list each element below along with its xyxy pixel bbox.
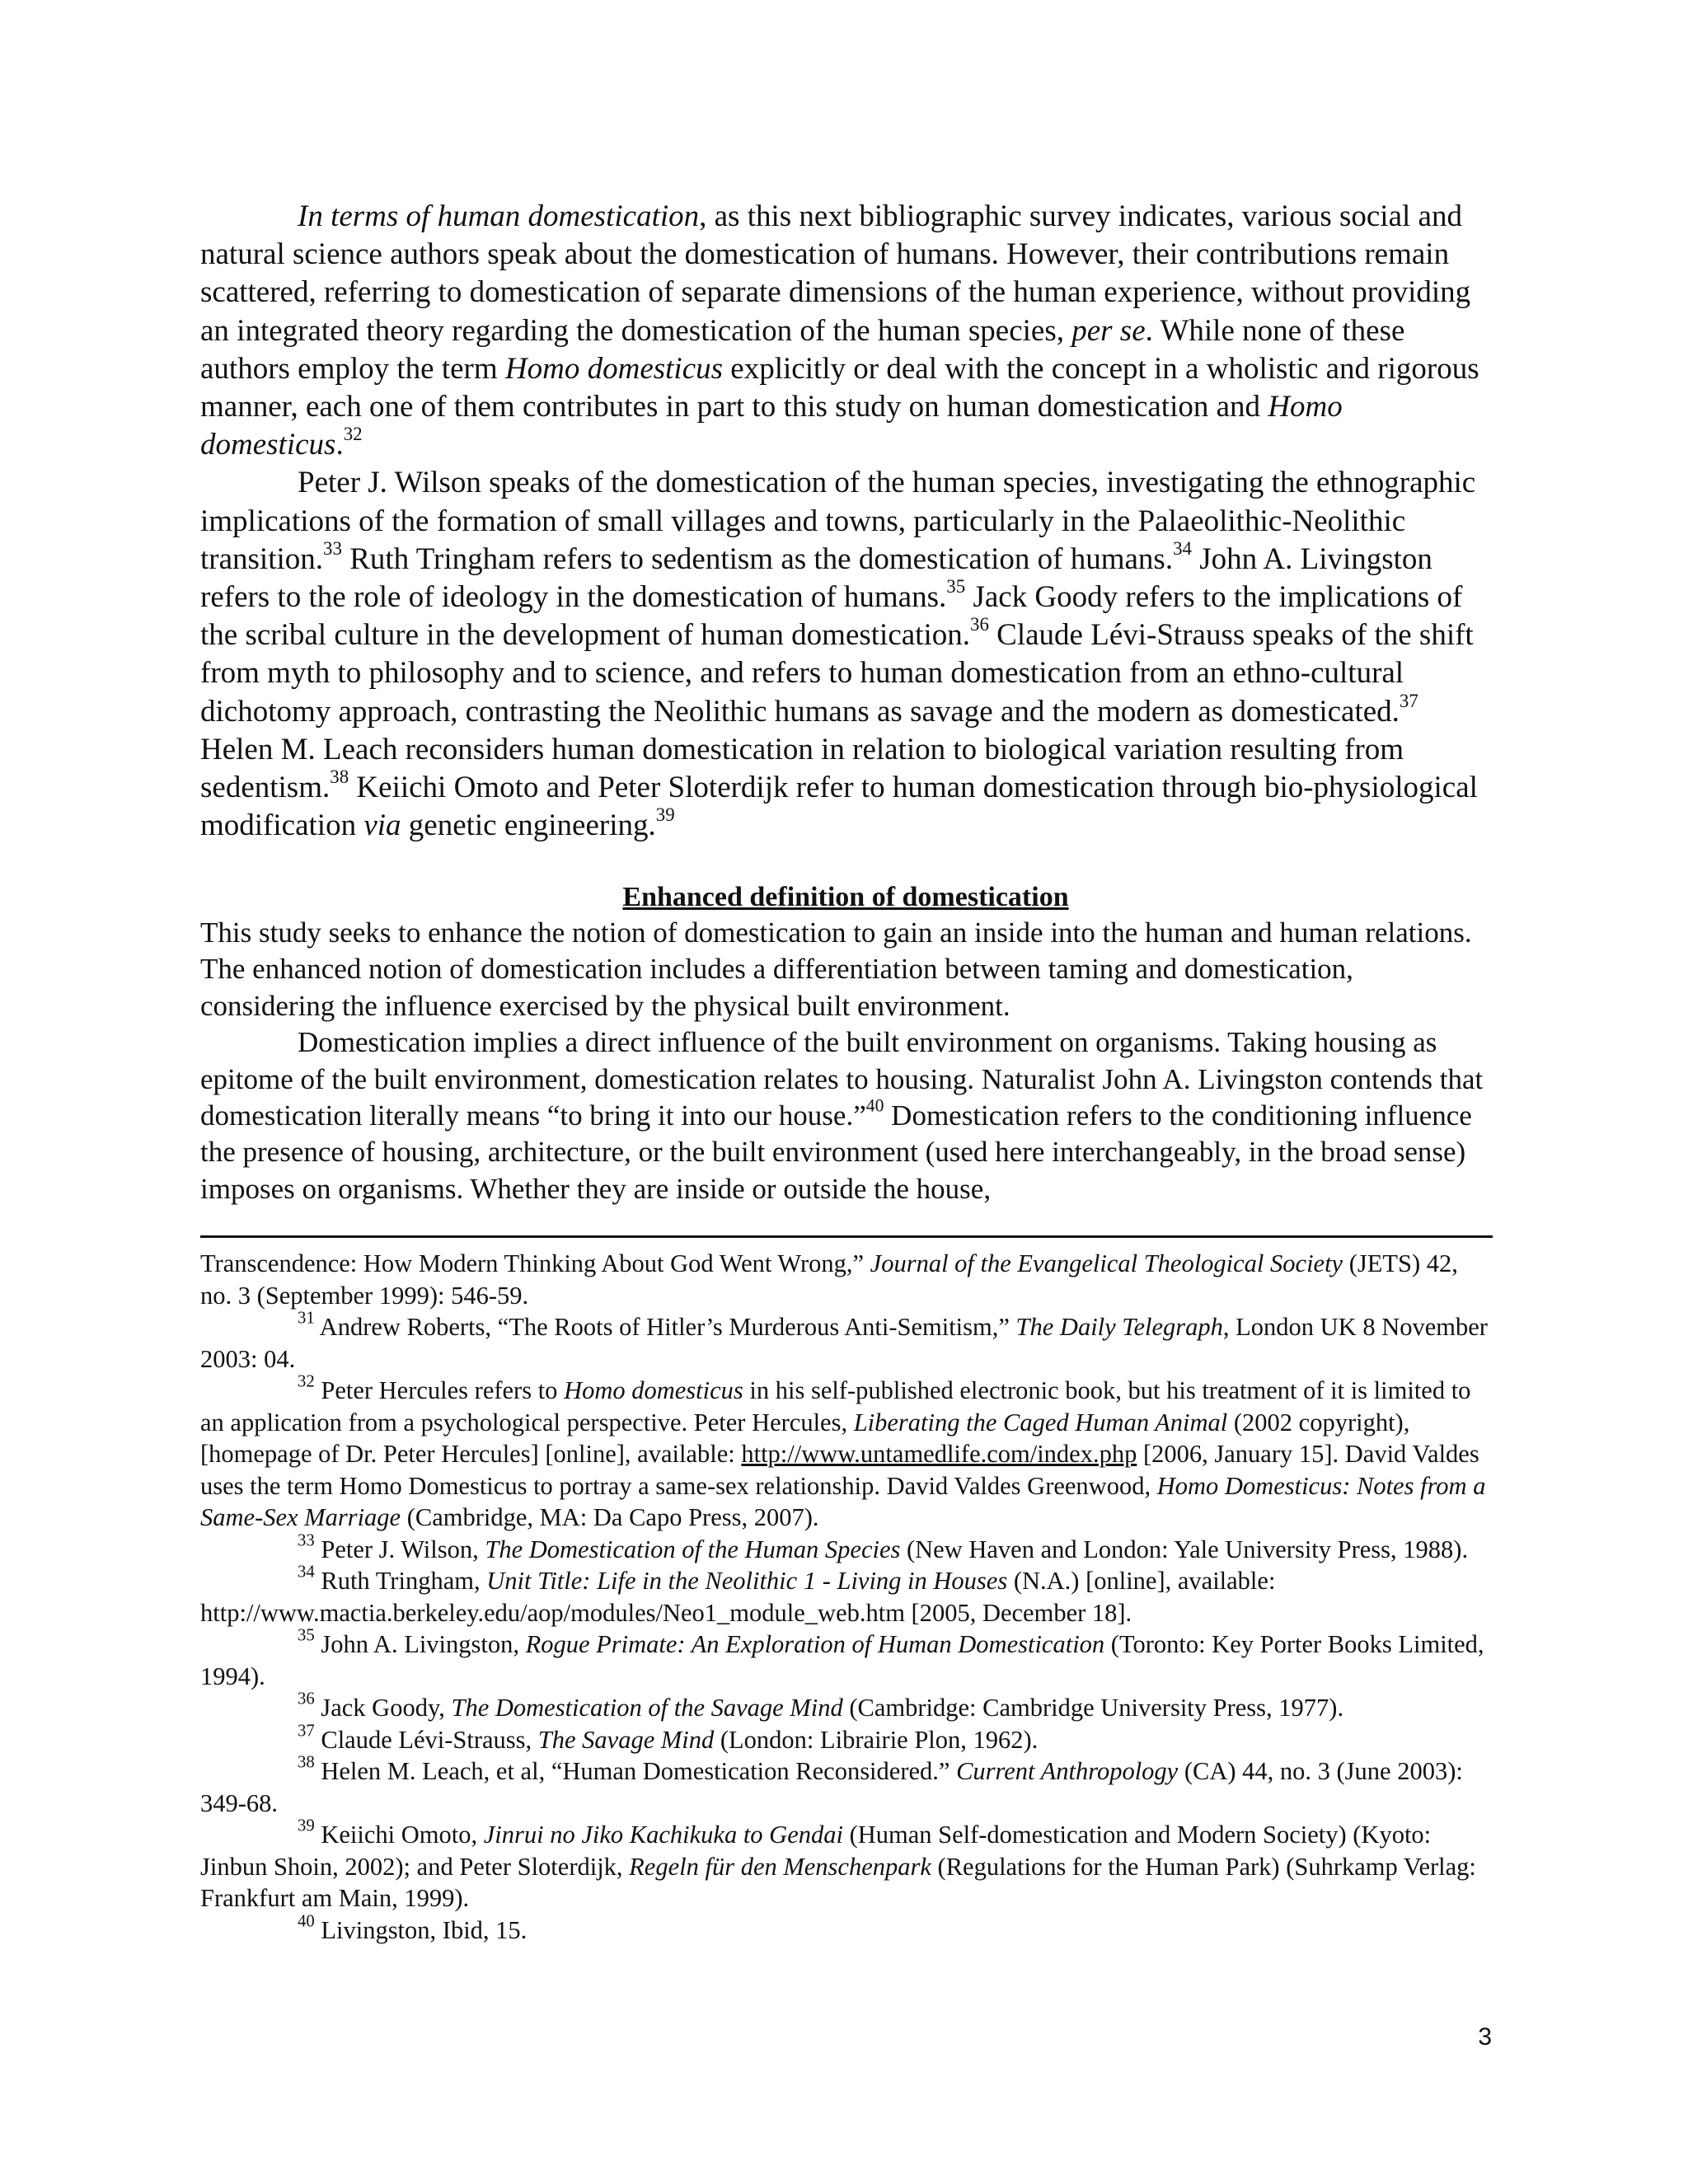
footnote-34 [200, 1565, 1491, 1629]
text-run: Keiichi Omoto and Peter Sloterdijk refer to human domestication through bio-physiological modification [200, 771, 1478, 843]
footnote-separator [200, 1235, 1493, 1238]
footnote-number: 36 [298, 1690, 315, 1708]
text-run: (Toronto: Key Porter Books Limited, 1994). [200, 1630, 1484, 1690]
footnote-ref: 36 [969, 614, 989, 635]
text-run: Peter J. Wilson speaks of the domestication of the human species, investigating the ethnographic implications of the formation of small villages and towns, particularly in the Palaeolithic-Neolithic transition. [200, 466, 1476, 576]
text-run: (Human Self-domestication and Modern Society) (Kyoto: Jinbun Shoin, 2002); and Peter Sloterdijk, [200, 1821, 1432, 1881]
paragraph-human-domestication [200, 198, 1491, 464]
text-run: in his self-published electronic book, but his treatment of it is limited to an application from a psychological perspective. Peter Hercules, [200, 1376, 1471, 1436]
text-run: (Cambridge, MA: Da Capo Press, 2007). [401, 1503, 819, 1531]
footnote-38 [200, 1755, 1491, 1819]
footnote-continued [200, 1248, 1491, 1311]
italic-text: Current Anthropology [956, 1757, 1179, 1785]
italic-text: In terms of human domestication [298, 199, 700, 233]
footnote-35 [200, 1626, 1491, 1692]
text-run: Helen M. Leach reconsiders human domestication in relation to biological variation resulting from sedentism. [200, 732, 1404, 805]
paragraph-built-environment [200, 1024, 1491, 1207]
footnote-number: 33 [298, 1530, 315, 1549]
footnote-ref: 38 [330, 766, 349, 787]
text-run: Helen M. Leach, et al, “Human Domestication Reconsidered.” [314, 1757, 957, 1785]
text-run: [2006, January 15]. David Valdes uses the term Homo Domesticus to portray a same-sex relationship. David Valdes Greenwood, [200, 1440, 1479, 1500]
page-number: 3 [1478, 2023, 1492, 2050]
italic-text: The Savage Mind [537, 1725, 715, 1754]
footnote-number: 37 [298, 1721, 315, 1740]
url-link[interactable]: http://www.untamedlife.com/index.php [741, 1440, 1137, 1468]
footnote-number: 32 [298, 1372, 315, 1391]
text-run: (2002 copyright), [homepage of Dr. Peter Hercules] [online], available: [200, 1408, 1410, 1468]
footnote-33 [200, 1530, 1491, 1566]
paragraph-authors-survey [200, 464, 1491, 845]
italic-text: The Domestication of the Savage Mind [451, 1694, 843, 1722]
italic-text: Homo domesticus [564, 1376, 743, 1404]
footnote-ref: 32 [343, 424, 363, 445]
footnote-ref: 37 [1399, 690, 1418, 711]
italic-text: The Domestication of the Human Species [485, 1535, 901, 1563]
section-heading: Enhanced definition of domestication [622, 882, 1069, 912]
footnote-number: 34 [298, 1563, 315, 1582]
text-run: genetic engineering. [401, 808, 656, 843]
text-run: (Regulations for the Human Park) (Suhrkamp Verlag: Frankfurt am Main, 1999). [200, 1852, 1476, 1912]
text-run: . While none of these authors employ the term [200, 313, 1405, 386]
footnote-37 [200, 1721, 1491, 1756]
text-run: (N.A.) [online], available: http://www.mactia.berkeley.edu/aop/modules/Neo1_module_web.htm [2005, December 18]. [200, 1567, 1276, 1627]
text-run: Livingston, Ibid, 15. [314, 1915, 528, 1944]
footnote-ref: 33 [323, 537, 342, 559]
text-run: Ruth Tringham, [314, 1567, 487, 1595]
text-run: Claude Lévi-Strauss speaks of the shift from myth to philosophy and to science, and refers to human domestication from an ethno-cultural dichotomy approach, contrasting the Neolithic humans as savage and the modern as domesticated. [200, 618, 1474, 729]
text-run: Jack Goody, [314, 1694, 452, 1722]
text-run: John A. Livingston, [314, 1630, 526, 1658]
text-run: Claude Lévi-Strauss, [314, 1725, 538, 1754]
footnote-number: 40 [298, 1911, 315, 1930]
text-run: Jack Goody refers to the implications of the scribal culture in the development of human domestication. [200, 580, 1463, 653]
italic-text: Liberating the Caged Human Animal [853, 1408, 1228, 1436]
text-run: . [335, 428, 344, 462]
footnote-36 [200, 1692, 1491, 1724]
text-run: Keiichi Omoto, [314, 1821, 484, 1849]
footnote-ref: 35 [946, 575, 966, 597]
footnote-ref: 39 [655, 804, 675, 826]
text-run: , London UK 8 November 2003: 04. [200, 1313, 1488, 1373]
text-run: (London: Librairie Plon, 1962). [714, 1725, 1039, 1754]
body-section [200, 198, 1491, 845]
italic-text: Journal of the Evangelical Theological Society [870, 1249, 1343, 1277]
footnote-ref: 40 [865, 1095, 884, 1116]
text-run: John A. Livingston refers to the role of ideology in the domestication of humans. [200, 541, 1432, 615]
footnote-39 [200, 1816, 1491, 1915]
italic-text: per se [1071, 313, 1146, 348]
text-run: (CA) 44, no. 3 (June 2003): 349-68. [200, 1757, 1463, 1817]
footnote-32 [200, 1372, 1491, 1534]
text-run: , as this next bibliographic survey indicates, various social and natural science authors speak about the domestication of humans. However, their contributions remain scattered, referring to domestication of separate dimensions of the human experience, without providing an integrated theory regarding the domestication of the human species, [200, 199, 1471, 348]
text-run: Transcendence: How Modern Thinking About God Went Wrong,” [200, 1249, 870, 1277]
text-run: (JETS) 42, no. 3 (September 1999): 546-59. [200, 1249, 1458, 1310]
text-run: Peter Hercules refers to [314, 1376, 565, 1404]
body-section [200, 915, 1491, 1207]
text-run: Domestication refers to the conditioning influence the presence of housing, architecture, or the built environment (used here interchangeably, in the broad sense) imposes on organisms. Whether they are inside or outside the house, [200, 1099, 1472, 1205]
italic-text: Homo domesticus [504, 351, 724, 386]
italic-text: via [363, 808, 401, 843]
footnote-number: 39 [298, 1816, 315, 1835]
footnote-number: 35 [298, 1626, 315, 1645]
italic-text: Homo Domesticus: Notes from a Same-Sex Marriage [200, 1471, 1486, 1531]
paragraph-enhanced-notion: This study seeks to enhance the notion of domestication to gain an inside into the human and human relations. The enhanced notion of domestication includes a differentiation between taming and domestication, considering the influence exercised by the physical built environment. [200, 916, 1472, 1022]
italic-text: Jinrui no Jiko Kachikuka to Gendai [483, 1821, 843, 1849]
text-run: explicitly or deal with the concept in a wholistic and rigorous manner, each one of them contributes in part to this study on human domestication and [200, 351, 1479, 424]
italic-text: Homo domesticus [200, 390, 1343, 462]
text-run: (Cambridge: Cambridge University Press, 1977). [842, 1694, 1344, 1722]
italic-text: Rogue Primate: An Exploration of Human Domestication [525, 1630, 1105, 1658]
footnote-31 [200, 1311, 1491, 1375]
text-run: Domestication implies a direct influence of the built environment on organisms. Taking housing as epitome of the built environment, domestication relates to housing. Naturalist John A. Livingston contends that domestication literally means “to bring it into our house.” [200, 1026, 1484, 1132]
italic-text: Regeln für den Menschenpark [629, 1852, 931, 1881]
text-run: Andrew Roberts, “The Roots of Hitler’s Murderous Anti-Semitism,” [314, 1313, 1016, 1341]
text-run: (New Haven and London: Yale University Press, 1988). [900, 1535, 1469, 1563]
text-run: Ruth Tringham refers to sedentism as the domestication of humans. [341, 541, 1174, 576]
footnotes [200, 1248, 1491, 1946]
footnote-40 [200, 1911, 1491, 1947]
italic-text: Unit Title: Life in the Neolithic 1 - Living in Houses [486, 1567, 1008, 1595]
footnote-number: 31 [298, 1309, 315, 1328]
footnote-ref: 34 [1173, 537, 1193, 559]
footnote-number: 38 [298, 1753, 315, 1772]
italic-text: The Daily Telegraph [1015, 1313, 1223, 1341]
text-run: Peter J. Wilson, [314, 1535, 485, 1563]
